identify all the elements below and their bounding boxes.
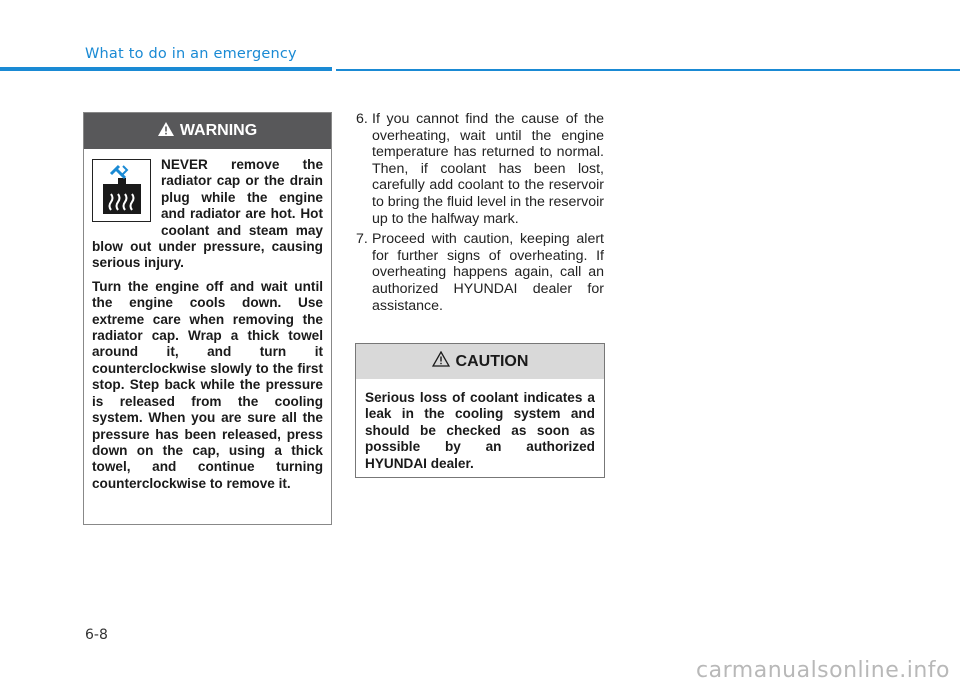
- warning-title: WARNING: [179, 122, 258, 139]
- caution-triangle-icon: [432, 351, 450, 372]
- page-number: 6-8: [85, 627, 108, 643]
- caution-title: CAUTION: [455, 352, 529, 370]
- list-item: [356, 111, 604, 227]
- warning-body: [84, 149, 331, 492]
- watermark: carmanualsonline.info: [696, 658, 950, 683]
- caution-box: [355, 343, 605, 478]
- step-text: If you cannot find the cause of the overheating, wait until the engine temperature has returned to normal. Then, if coolant has been lost, carefully add coolant to the reservoir to bring the fluid level in the reservoir up to the halfway mark.: [372, 111, 604, 227]
- step-text: Proceed with caution, keeping alert for further signs of overheating. If overheating happens again, call an authorized HYUNDAI dealer for assistance.: [372, 231, 604, 314]
- caution-text: Serious loss of coolant indicates a leak in the cooling system and should be checked as soon as possible by an authorized HYUNDAI dealer.: [365, 390, 595, 471]
- steps-list: [356, 111, 604, 318]
- step-number: 7.: [356, 231, 368, 248]
- radiator-steam-icon: [92, 159, 151, 222]
- warning-paragraph-2: Turn the engine off and wait until the engine cools down. Use extreme care when removing the radiator cap. Wrap a thick towel around it, and turn it counterclockwise slowly to the first stop. Step back while the pressure is released from the cooling system. When you are sure all the pressure has been released, press down on the cap, using a thick towel, and continue turning counterclockwise to remove it.: [92, 278, 323, 491]
- caution-header: [356, 344, 604, 379]
- warning-triangle-icon: [158, 122, 174, 141]
- list-item: [356, 231, 604, 314]
- section-title: What to do in an emergency: [85, 46, 297, 62]
- header-rule-thin: [336, 69, 960, 71]
- warning-header: [84, 113, 331, 149]
- step-number: 6.: [356, 111, 368, 127]
- warning-paragraph-1: NEVER remove the radiator cap or the drain plug while the engine and radiator are hot. Hot coolant and steam may blow out under pressure, causing serious injury.: [92, 157, 323, 271]
- header-rule-thick: [0, 67, 332, 71]
- warning-box: [83, 112, 332, 525]
